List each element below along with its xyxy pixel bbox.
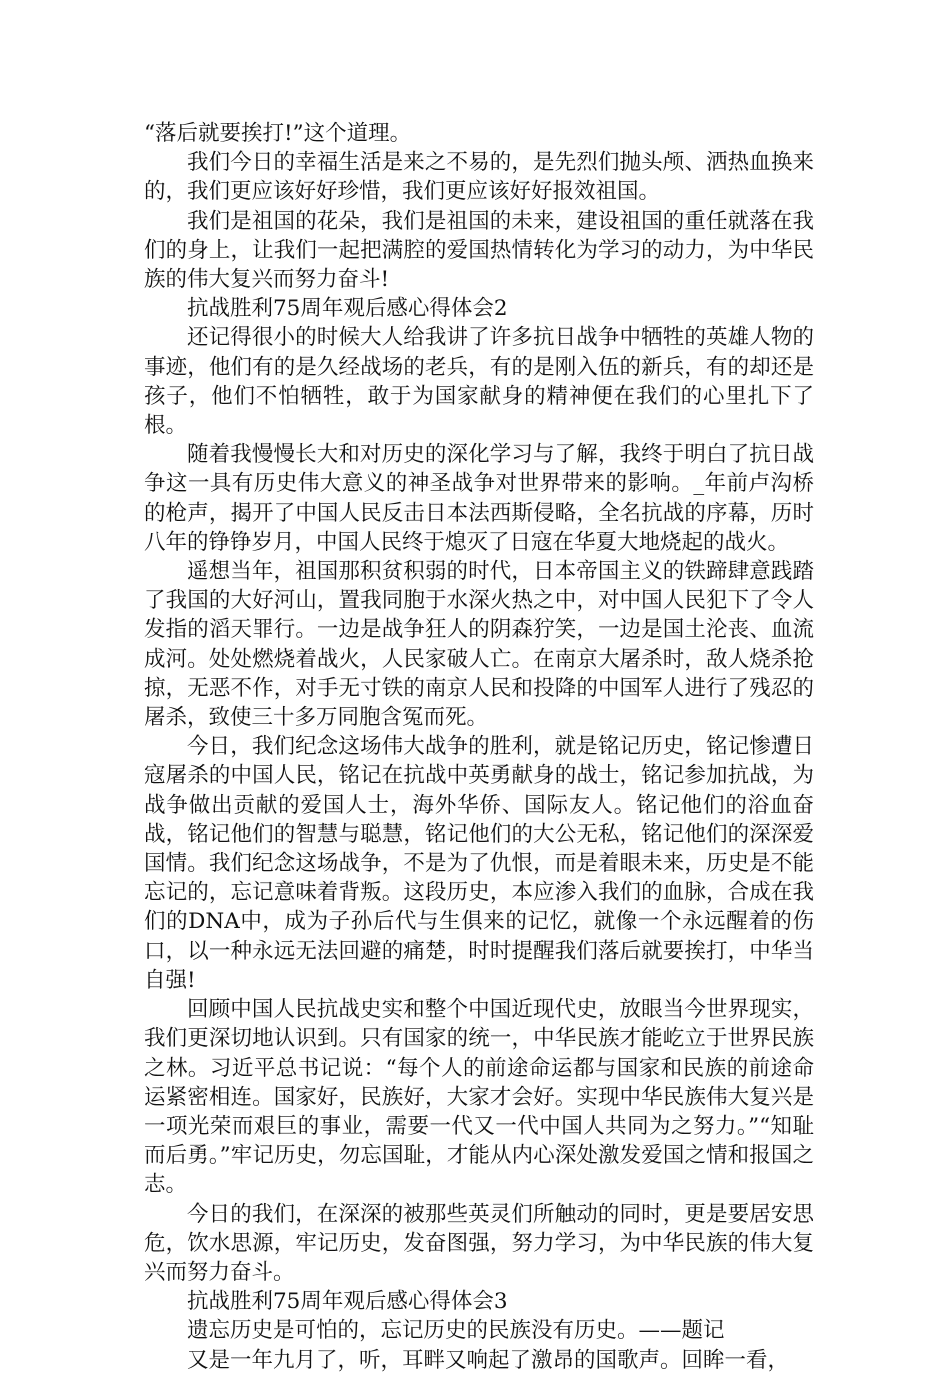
paragraph: 今日，我们纪念这场伟大战争的胜利，就是铭记历史，铭记惨遭日寇屠杀的中国人民，铭记在抗战中英勇献身的战士，铭记参加抗战，为战争做出贡献的爱国人士，海外华侨、国际友人。铭记他们的浴血奋战，铭记他们的智慧与聪慧，铭记他们的大公无私，铭记他们的深深爱国情。我们纪念这场战争，不是为了仇恨，而是着眼未来，历史是不能忘记的，忘记意味着背叛。这段历史，本应渗入我们的血脉，合成在我们的DNA中，成为子孙后代与生俱来的记忆，就像一个永远醒着的伤口，以一种永远无法回避的痛楚，时时提醒我们落后就要挨打，中华当自强! bbox=[144, 734, 814, 993]
paragraph: 我们是祖国的花朵，我们是祖国的未来，建设祖国的重任就落在我们的身上，让我们一起把满腔的爱国热情转化为学习的动力，为中华民族的伟大复兴而努力奋斗! bbox=[144, 208, 814, 293]
section-heading: 抗战胜利75周年观后感心得体会2 bbox=[187, 296, 508, 322]
section-heading: 抗战胜利75周年观后感心得体会3 bbox=[187, 1289, 508, 1315]
paragraph: 我们今日的幸福生活是来之不易的，是先烈们抛头颅、洒热血换来的，我们更应该好好珍惜，我们更应该好好报效祖国。 bbox=[144, 150, 814, 205]
epigraph: 遗忘历史是可怕的，忘记历史的民族没有历史。——题记 bbox=[187, 1318, 725, 1344]
paragraph: 还记得很小的时候大人给我讲了许多抗日战争中牺牲的英雄人物的事迹，他们有的是久经战场的老兵，有的是刚入伍的新兵，有的却还是孩子，他们不怕牺牲，敢于为国家献身的精神便在我们的心里扎下了根。 bbox=[144, 325, 814, 439]
paragraph: 回顾中国人民抗战史实和整个中国近现代史，放眼当今世界现实，我们更深切地认识到。只有国家的统一，中华民族才能屹立于世界民族之林。习近平总书记说：“每个人的前途命运都与国家和民族的前途命运紧密相连。国家好，民族好，大家才会好。实现中华民族伟大复兴是一项光荣而艰巨的事业，需要一代又一代中国人共同为之努力。”“知耻而后勇。”牢记历史，勿忘国耻，才能从内心深处激发爱国之情和报国之志。 bbox=[144, 997, 814, 1198]
paragraph-continuation: “落后就要挨打!”这个道理。 bbox=[144, 121, 412, 146]
document-body bbox=[144, 119, 814, 1375]
paragraph: 今日的我们，在深深的被那些英灵们所触动的同时，更是要居安思危，饮水思源，牢记历史，发奋图强，努力学习，为中华民族的伟大复兴而努力奋斗。 bbox=[144, 1201, 814, 1285]
paragraph: 随着我慢慢长大和对历史的深化学习与了解，我终于明白了抗日战争这一具有历史伟大意义的神圣战争对世界带来的影响。_年前卢沟桥的枪声，揭开了中国人民反击日本法西斯侵略，全名抗战的序幕，历时八年的铮铮岁月，中国人民终于熄灭了日寇在华夏大地烧起的战火。 bbox=[144, 442, 814, 555]
paragraph: 又是一年九月了，听，耳畔又响起了激昂的国歌声。回眸一看， bbox=[187, 1347, 790, 1373]
paragraph: 遥想当年，祖国那积贫积弱的时代，日本帝国主义的铁蹄肆意践踏了我国的大好河山，置我同胞于水深火热之中，对中国人民犯下了令人发指的滔天罪行。一边是战争狂人的阴森狞笑，一边是国土沦丧、血流成河。处处燃烧着战火，人民家破人亡。在南京大屠杀时，敌人烧杀抢掠，无恶不作，对手无寸铁的南京人民和投降的中国军人进行了残忍的屠杀，致使三十多万同胞含冤而死。 bbox=[144, 559, 814, 731]
